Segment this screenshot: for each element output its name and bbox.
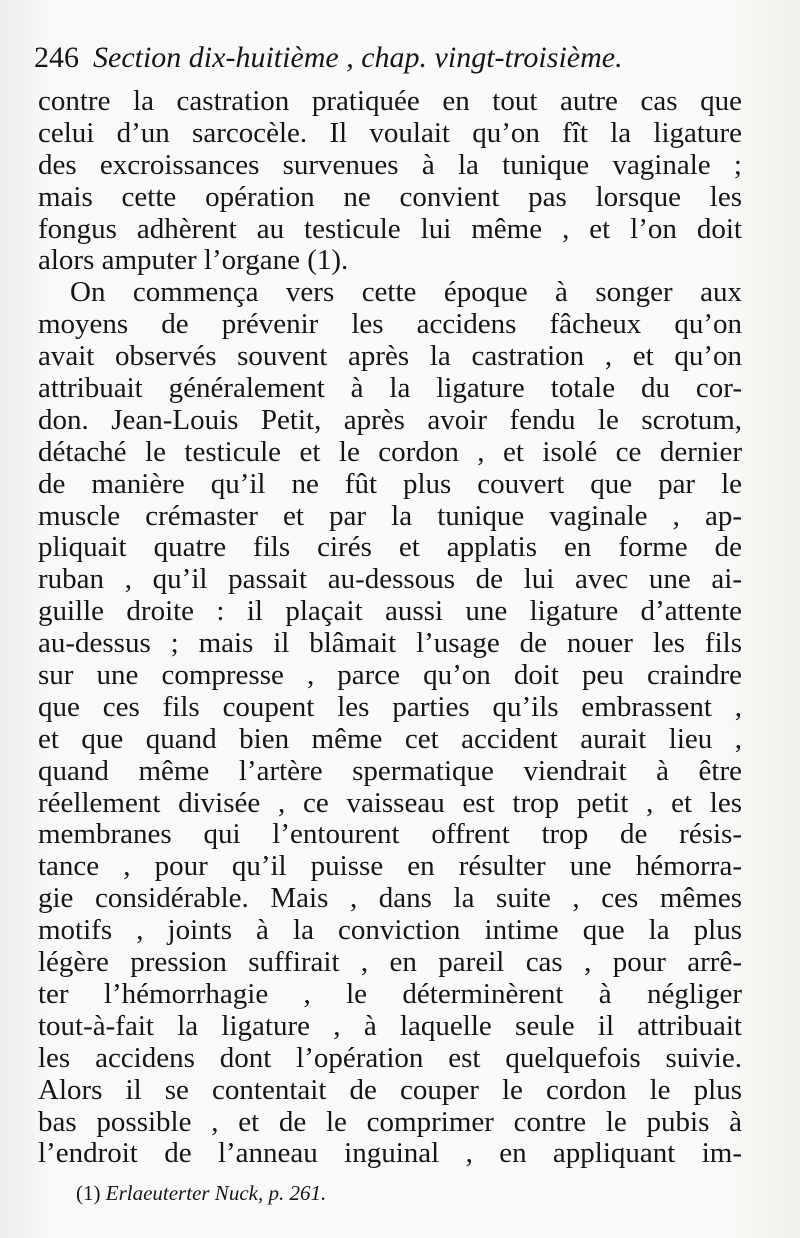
text-line: attribuait généralement à la ligature totale du cor-: [38, 372, 742, 405]
text-line: gie considérable. Mais , dans la suite , ces mêmes: [38, 882, 742, 915]
text-line: légère pression suffirait , en pareil cas , pour arrê-: [38, 946, 742, 979]
text-line: avait observés souvent après la castration , et qu’on: [38, 340, 742, 373]
text-line: muscle crémaster et par la tunique vaginale , ap-: [38, 499, 742, 532]
text-line: celui d’un sarcocèle. Il voulait qu’on fît la ligature: [38, 116, 742, 149]
text-line: l’endroit de l’anneau inguinal , en appliquant im-: [38, 1137, 742, 1170]
text-line: sur une compresse , parce qu’on doit peu craindre: [38, 659, 742, 692]
running-title: Section dix-huitième , chap. vingt-troisième.: [93, 41, 623, 74]
text-line: contre la castration pratiquée en tout autre cas que: [38, 85, 742, 117]
text-line: Alors il se contentait de couper le cordon le plus: [38, 1073, 742, 1106]
text-line: les accidens dont l’opération est quelquefois suivie.: [38, 1041, 742, 1074]
text-line: bas possible , et de le comprimer contre le pubis à: [38, 1105, 742, 1138]
text-line: et que quand bien même cet accident aurait lieu ,: [38, 722, 742, 755]
text-line: mais cette opération ne convient pas lorsque les: [38, 180, 742, 213]
body-text: [38, 86, 742, 1170]
running-header: [34, 38, 754, 78]
text-line: guille droite : il plaçait aussi une ligature d’attente: [38, 595, 742, 628]
text-line: tance , pour qu’il puisse en résulter une hémorra-: [38, 850, 742, 883]
text-line: fongus adhèrent au testicule lui même , et l’on doit: [38, 212, 742, 245]
footnote-reference-page: , p. 261.: [257, 1181, 327, 1205]
text-line: tout-à-fait la ligature , à laquelle seule il attribuait: [38, 1009, 742, 1042]
text-line: au-dessus ; mais il blâmait l’usage de nouer les fils: [38, 627, 742, 660]
text-line: détaché le testicule et le cordon , et isolé ce dernier: [38, 435, 742, 468]
text-line: alors amputer l’organe (1).: [38, 244, 349, 277]
text-line: pliquait quatre fils cirés et applatis en forme de: [38, 531, 742, 564]
text-line: don. Jean-Louis Petit, après avoir fendu le scrotum,: [38, 403, 742, 436]
text-line: On commença vers cette époque à songer aux: [70, 276, 742, 309]
text-line: des excroissances survenues à la tunique vaginale ;: [38, 148, 742, 181]
footnote-marker: (1): [76, 1181, 101, 1205]
text-line: quand même l’artère spermatique viendrait à être: [38, 754, 742, 787]
text-line: membranes qui l’entourent offrent trop de résis-: [38, 818, 742, 851]
text-line: de manière qu’il ne fût plus couvert que par le: [38, 467, 742, 500]
text-line: ter l’hémorrhagie , le déterminèrent à négliger: [38, 977, 742, 1010]
text-line: réellement divisée , ce vaisseau est trop petit , et les: [38, 786, 742, 819]
text-line: que ces fils coupent les parties qu’ils embrassent ,: [38, 690, 742, 723]
text-line: moyens de prévenir les accidens fâcheux qu’on: [38, 308, 742, 341]
text-line: ruban , qu’il passait au-dessous de lui avec une ai-: [38, 563, 742, 596]
footnote: [76, 1180, 676, 1206]
footnote-reference-title: Erlaeuterter Nuck: [105, 1181, 258, 1205]
text-line: motifs , joints à la conviction intime que la plus: [38, 914, 742, 947]
page-number: 246: [34, 41, 79, 74]
